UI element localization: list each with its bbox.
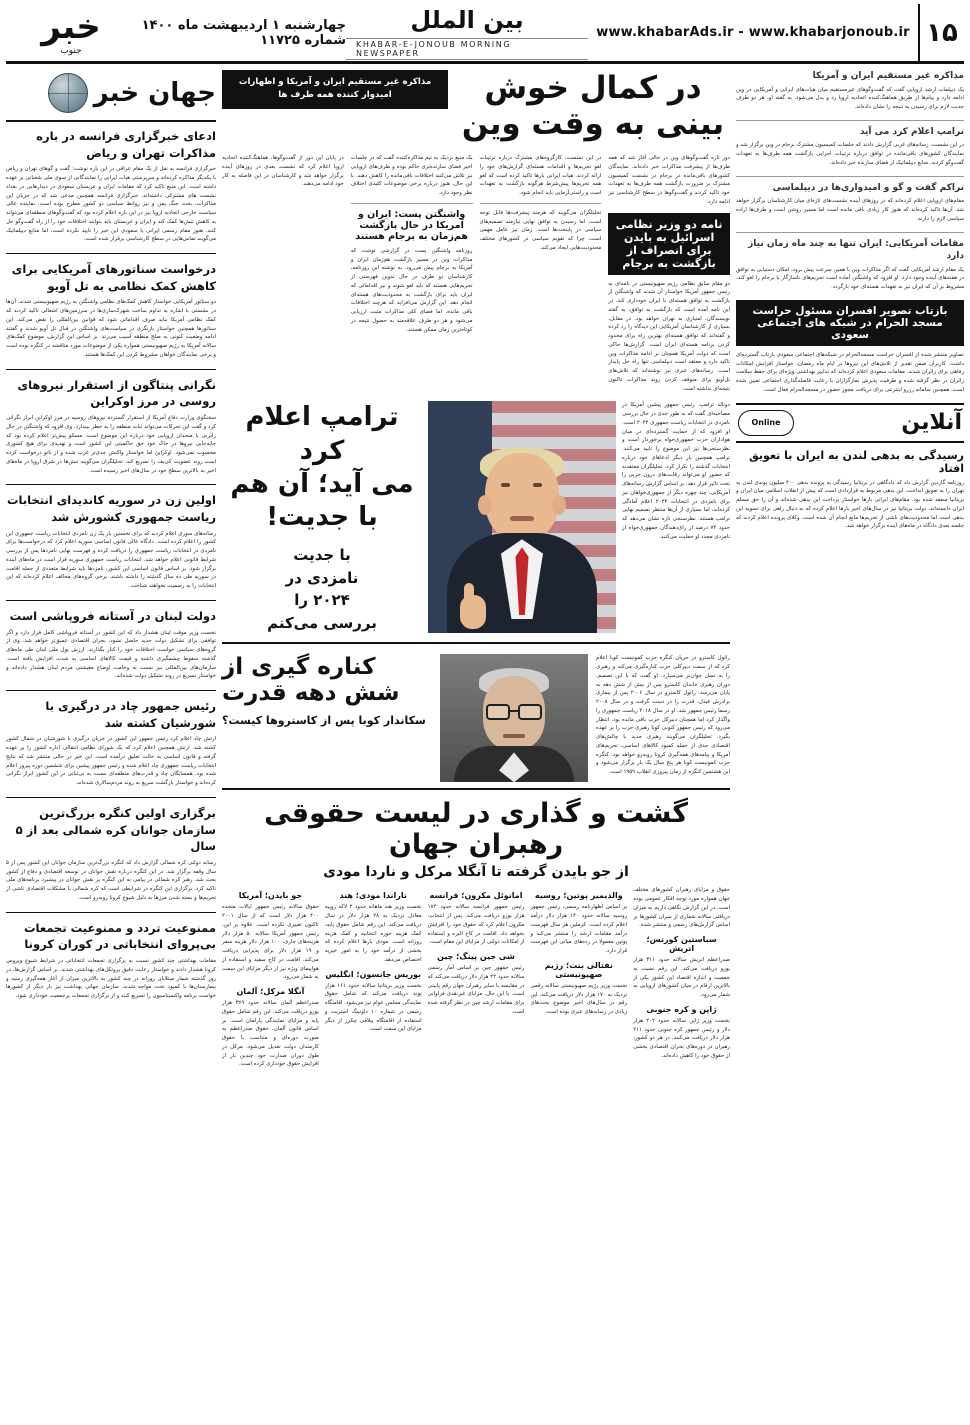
- world-article-0-body: خبرگزاری فرانسه به نقل از یک مقام عراقی در این باره نوشت: گفت و گوهای تهران و ریاض با یکدیگر مذاکره کرده‌اند و سرپرستی هیات ایرانی را نمایندگانی از سوی ملی شعبانی بر عهده داشته است. این منبع تاکید کرد که مقامات ایران و عربستان سعودی در دیدارهایی در بغداد نشست های مشترکی داشته‌اند. خبرگزاری فرانسه همچنین مدعی شد که در جریان این مذاکرات، بحث جنگ یمن و نیز روابط سیاسی دو کشور مطرح بوده است. نماینده عالی سیاست خارجی اتحادیه اروپا نیز در این باره اعلام کرده بود که گفت‌وگوهای منطقه‌ای می‌تواند به کاهش تنش‌ها کمک کند و ایران و عربستان باید بتوانند اختلافات خود را از راه گفت‌وگو حل کنند. هنوز مقام رسمی ایرانی یا سعودی این خبر را تایید نکرده است، اما منابع دیپلماتیک می‌گویند تماس‌هایی در سطح کارشناسی برقرار شده است.: [6, 166, 216, 243]
- trump-feature: [222, 401, 730, 634]
- left-article-4-body: تصاویر منتشر شده از افسران حراست مسجدالحرام در شبکه‌های اجتماعی سعودی بازتاب گسترده‌ای داشت. کاربران ضمن تقدیر از تلاش‌های این نیروها در ایام ماه رمضان، خواستار افزایش امکانات رفاهی برای زائران شدند. مقامات سعودی اعلام کرده‌اند که تدابیر بهداشتی ویژه‌ای برای حفظ سلامت زائران در نظر گرفته شده و ظرفیت پذیرش نمازگزاران با رعایت فاصله‌گذاری اجتماعی تعیین شده است. همچنین سامانه رزرو اینترنتی برای دریافت مجوز حضور در مسجدالحرام فعال است.: [736, 351, 964, 393]
- world-leaders-salaries-feature: [222, 788, 730, 1069]
- online-body: روزنامه گاردین گزارش داد که دادگاهی در بریتانیا رسیدگی به پرونده بدهی ۴۰۰ میلیون پوندی لندن به تهران را به تعویق انداخت. این بدهی مربوط به قراردادی است که پیش از انقلاب اسلامی میان ایران و بریتانیا منعقد شده بود. مقام‌های ایرانی بارها خواستار پرداخت این بدهی شده‌اند و آن را حق مسلم ایران دانسته‌اند. دولت بریتانیا نیز در سال‌های اخیر بارها اعلام کرده که به دنبال راهی برای تسویه این بدهی است اما محدودیت‌های ناشی از تحریم‌ها مانع انجام آن شده است. وکلای پرونده اعلام کردند که جلسه بعدی دادگاه در ماه‌های آینده برگزار خواهد شد.: [736, 479, 964, 530]
- world-article-5: [6, 698, 216, 788]
- bottom-col-2: [428, 886, 525, 1069]
- globe-icon: [48, 73, 88, 113]
- divider: [736, 176, 964, 177]
- online-title: آنلاین: [901, 410, 962, 436]
- world-article-4-title: دولت لبنان در آستانه فروپاشی است: [9, 608, 216, 623]
- world-article-1: [6, 261, 216, 360]
- main-column: [222, 70, 730, 1410]
- bottom-subheadline: از جو بایدن گرفته تا آنگلا مرکل و ناردا مودی: [323, 864, 629, 881]
- wapo-box-body: روزنامه واشنگتن پست در گزارشی نوشت که مذاکرات وین در مسیر بازگشت هم‌زمان ایران و آمریکا به برجام پیش می‌رود. به نوشته این روزنامه، کارشناسان دو طرف در حال تدوین فهرستی از تحریم‌هایی هستند که باید لغو شوند و نیز اقداماتی که ایران باید برای بازگشت به محدودیت‌های هسته‌ای انجام دهد. این گزارش می‌افزاید که هرچند اختلافات باقی مانده، اما فضای کلی مذاکرات مثبت ارزیابی می‌شود و هر دو طرف علاقه‌مند به حصول نتیجه در کوتاه‌ترین زمان ممکن هستند.: [350, 247, 473, 333]
- website-urls[interactable]: www.khabarAds.ir - www.khabarjonoub.ir: [596, 25, 910, 40]
- divider: [6, 797, 216, 798]
- divider: [6, 690, 216, 691]
- world-article-6-body: رسانه دولتی کره شمالی گزارش داد که کنگره بزرگ‌ترین سازمان جوانان این کشور پس از ۵ سال وقفه برگزار شد. در این کنگره درباره نقش جوانان در توسعه اقتصادی و دفاع از کشور بحث شد. رهبر کره شمالی در پیامی به این کنگره بر نقش جوانان در پیشبرد برنامه‌های ملی تاکید کرد. برگزاری این کنگره در شرایطی است که کره شمالی با مشکلات اقتصادی ناشی از تحریم‌ها و بسته شدن مرزها به دلیل شیوع کرونا روبه‌رو است.: [6, 859, 216, 901]
- world-news-column: [6, 70, 216, 1410]
- trump-sub-line-1: با جدیت: [293, 546, 351, 565]
- world-article-3-body: رسانه‌های سوری اعلام کردند که برای نخستین بار یک زن نامزدی انتخابات ریاست جمهوری این کشور را اعلام کرده است. دادگاه عالی قانون اساسی سوریه اعلام کرد که درخواست‌ها برای نامزدی در انتخابات ریاست جمهوری را دریافت کرده و فهرست نهایی نامزدها پس از بررسی شرایط قانونی اعلام خواهد شد. انتخابات ریاست جمهوری سوریه قرار است در ماه‌های آینده برگزار شود. بر اساس قانون اساسی این کشور، نامزدها باید شرایط متعددی از جمله اقامت در سوریه طی ده سال گذشته را داشته باشند. برخی گروه‌های مخالف اعلام کرده‌اند که این انتخابات را به رسمیت نخواهند شناخت.: [6, 530, 216, 590]
- world-news-title: جهان خبر: [93, 78, 216, 108]
- world-article-7: [6, 920, 216, 1001]
- trump-headline-line-1: ترامپ اعلام کرد: [245, 402, 399, 466]
- letter-box-title: نامه دو وزیر نظامی اسرائیل به بایدن برای انصراف از بازگشت به برجام: [608, 213, 730, 275]
- world-article-1-title: درخواست سناتورهای آمریکایی برای کاهش کمک نظامی به تل آویو: [11, 262, 216, 293]
- page-number: ۱۵: [918, 4, 964, 61]
- trump-sub-line-2: نامزدی در: [285, 568, 359, 587]
- divider: [6, 253, 216, 254]
- leader-body-9: نخست وزیر ژاپن سالانه حدود ۲۰۲ هزار دلار و رئیس جمهور کره جنوبی حدود ۲۱۱ هزار دلار دریافت می‌کنند. در هر دو کشور، رهبران در دوره‌های بحران اقتصادی بخشی از حقوق خود را کاهش داده‌اند.: [633, 1017, 730, 1059]
- trump-body: دونالد ترامپ، رئیس جمهور پیشین آمریکا در مصاحبه‌ای گفت که به طور جدی در حال بررسی نامزدی در انتخابات ریاست جمهوری ۲۰۲۴ است. او افزود که از حمایت گسترده‌ای در میان هواداران حزب جمهوری‌خواه برخوردار است و نظرسنجی‌ها نیز این موضوع را تایید می‌کنند. ترامپ همچنین بار دیگر ادعاهای خود درباره انتخابات گذشته را تکرار کرد. تحلیلگران معتقدند که حضور او می‌تواند رقابت‌های درون حزبی را تحت تاثیر قرار دهد. بر اساس گزارش رسانه‌های آمریکایی، چند چهره دیگر از جمهوری‌خواهان نیز برای نامزدی در انتخابات ۲۰۲۴ اعلام آمادگی کرده‌اند، اما بسیاری از آن‌ها منتظر تصمیم نهایی ترامپ هستند. نظرسنجی تازه نشان می‌دهد که حدود ۷۴ درصد از رای‌دهندگان جمهوری‌خواه از نامزدی مجدد او حمایت می‌کنند.: [622, 402, 731, 540]
- logo-subtitle: جنوب: [60, 45, 82, 56]
- divider: [736, 120, 964, 121]
- leader-heading-0: جو بایدن؛ آمریکا: [238, 891, 303, 901]
- world-article-2-body: سخنگوی وزارت دفاع آمریکا از استقرار گسترده نیروهای روسیه در مرز اوکراین ابراز نگرانی کرد و گفت این تحرکات می‌تواند ثبات منطقه را به خطر بیندازد. وی افزود که واشنگتن در حال رایزنی با متحدان اروپایی خود درباره این موضوع است. مسکو پیش‌تر اعلام کرده بود که جابه‌جایی نیروها در خاک خود حق حاکمیتی این کشور است و تهدیدی برای هیچ کشوری محسوب نمی‌شود. اوکراین اما خواستار واکنش جدی‌تر غرب شده و از ناتو درخواست کرده است روند عضویت کی‌یف را تسریع کند. تحلیلگران می‌گویند تنش‌ها در شرق اروپا در ماه‌های اخیر به بالاترین سطح خود در سال‌های اخیر رسیده است.: [6, 415, 216, 474]
- bottom-intro: حقوق و مزایای رهبران کشورهای مختلف جهان همواره مورد توجه افکار عمومی بوده است. در این گزارش نگاهی داریم به میزان دریافتی سالانه شماری از سران کشورها بر اساس گزارش‌های رسمی و منتشر شده.: [633, 887, 730, 929]
- world-article-3: [6, 492, 216, 591]
- leader-body-0: حقوق سالانه رئیس جمهور ایالات متحده ۴۰۰ هزار دلار است که از سال ۲۰۰۱ تاکنون تغییری نکرده است. علاوه بر این، رئیس جمهور آمریکا سالانه ۵۰ هزار دلار هزینه‌های جاری، ۱۰۰ هزار دلار هزینه سفر و ۱۹ هزار دلار برای پذیرایی دریافت می‌کند. اقامت در کاخ سفید و استفاده از هواپیمای ویژه نیز از دیگر مزایای این سمت به شمار می‌رود.: [222, 904, 319, 981]
- lead-paragraph-2: یک منبع نزدیک به تیم مذاکره‌کننده گفت که در جلسات اخیر فضای سازنده‌تری حاکم بوده و طرف‌های اروپایی نیز تلاش می‌کنند اختلافات باقی‌مانده را کاهش دهند. با این حال، هنوز درباره برخی موضوعات کلیدی اختلاف نظر وجود دارد.: [350, 155, 473, 196]
- bottom-col-0: [633, 886, 730, 1069]
- left-article-0: [736, 70, 964, 112]
- castro-body: رائول کاسترو در جریان کنگره حزب کمونیست کوبا اعلام کرد که از سمت دبیرکلی حزب کناره‌گیری می‌کند و رهبری را به نسل جوان‌تر می‌سپارد. او گفت که با این تصمیم، دوران رهبری خاندان کاسترو پس از بیش از شش دهه به پایان می‌رسد. رائول کاسترو در سال ۲۰۰۶ پس از بیماری برادرش فیدل، قدرت را در دست گرفت و در سال ۲۰۰۸ رسما رئیس جمهور شد. او در سال ۲۰۱۸ ریاست جمهوری را واگذار کرد اما همچنان دبیرکل حزب باقی مانده بود. انتظار می‌رود که رئیس جمهور کنونی کوبا رهبری حزب را بر عهده بگیرد. تحلیلگران می‌گویند رهبری جدید با چالش‌های اقتصادی جدی از جمله کمبود کالاهای اساسی، تحریم‌های آمریکا و پیامدهای همه‌گیری کرونا روبه‌رو خواهد بود. کنگره حزب کمونیست کوبا هر پنج سال یک بار برگزار می‌شود و این هشتمین کنگره از زمان پیروزی انقلاب ۱۹۵۹ است.: [596, 655, 730, 776]
- left-article-2-body: مقام‌های اروپایی اعلام کرده‌اند که در روزهای آینده نشست‌های تازه‌ای میان کارشناسان برگزار خواهد شد. آن‌ها تاکید کرده‌اند که هنوز کار زیادی باقی مانده است اما مسیر روشن است و طرف‌ها اراده سیاسی لازم را دارند.: [736, 198, 964, 222]
- leader-body-4: رئیس جمهور فرانسه سالانه حدود ۱۸۲ هزار یورو دریافت می‌کند. پس از انتخاب، مکرون اعلام کرد که حقوق خود را افزایش نخواهد داد. اقامت در کاخ الیزه و استفاده از امکانات دولتی از مزایای این مقام است.: [427, 904, 525, 946]
- left-article-3-body: یک مقام ارشد آمریکایی گفت که اگر مذاکرات وین با همین سرعت پیش برود، امکان دستیابی به توافق در هفته‌های آینده وجود دارد. او افزود که واشنگتن آماده است تحریم‌های ناسازگار با برجام را لغو کند، مشروط بر آن که ایران نیز به تعهدات هسته‌ای خود بازگردد.: [736, 266, 964, 291]
- leader-heading-6: والدیمیر پوتین؛ روسیه: [534, 891, 623, 901]
- left-article-0-body: یک دیپلمات ارشد اروپایی گفت که گفت‌وگوهای غیرمستقیم میان هیات‌های ایرانی و آمریکایی در وین ادامه دارد و پیام‌ها از طریق هماهنگ‌کننده اتحادیه اروپا رد و بدل می‌شود. به گفته او، هر دو طرف جدیت لازم برای رسیدن به نتیجه را نشان داده‌اند.: [736, 86, 964, 111]
- online-badge-icon: Online: [738, 410, 794, 436]
- leader-heading-1: آنگلا مرکل؛ آلمان: [236, 987, 305, 997]
- world-article-5-body: ارتش چاد اعلام کرد رئیس جمهور این کشور در جریان درگیری با شورشیان در شمال کشور کشته شد. ارتش همچنین اعلام کرد که یک شورای نظامی انتقالی اداره کشور را بر عهده گرفته و قانون اساسی به حالت تعلیق درآمده است. این خبر در حالی منتشر شد که نتایج انتخابات ریاست جمهوری چاد اعلام شده و رئیس جمهور پیشین برای ششمین دوره پیروز اعلام شده بود. همسایگان چاد و قدرت‌های منطقه‌ای نسبت به بی‌ثباتی در این کشور ابراز نگرانی کرده‌اند و خواستار بازگشت سریع به روند مردم‌سالاری شده‌اند.: [6, 736, 216, 787]
- trump-figure: [447, 533, 597, 633]
- leader-heading-3: بوریس جانسون؛ انگلیس: [325, 969, 422, 979]
- wapo-box-title: واشنگتن پست: ایران و آمریکا در حال بازگشت هم‌زمان به برجام هستند: [355, 208, 468, 242]
- trump-headline-block: [222, 401, 422, 634]
- left-article-2: [736, 182, 964, 224]
- divider: [6, 912, 216, 913]
- world-article-2: [6, 377, 216, 476]
- letter-box-body: دو مقام سابق نظامی رژیم صهیونیستی در نامه‌ای به رئیس جمهور آمریکا خواستار آن شدند که واشنگتن از بازگشت به توافق هسته‌ای با ایران خودداری کند. در این نامه آمده است که بازگشت به توافق، به گفته نویسندگان، امتیازی به تهران خواهد بود. در مقابل، بسیاری از کارشناسان آمریکایی این دیدگاه را رد کرده و گفته‌اند که توافق هسته‌ای بهترین راه برای محدود کردن برنامه هسته‌ای ایران است. گزارش‌ها حاکی است که دولت آمریکا همچنان بر ادامه مذاکرات وین تاکید دارد و معتقد است دیپلماسی تنها راه حل پایدار است. رسانه‌های عبری نیز نوشته‌اند که تلاش‌های تل‌آویو برای متوقف کردن روند مذاکرات تاکنون نتیجه‌ای نداشته است.: [608, 280, 730, 392]
- bottom-headline: گشت و گذاری در لیست حقوقی رهبران جهان: [264, 798, 688, 861]
- bottom-col-3: [325, 886, 422, 1069]
- world-article-6-title: برگزاری اولین کنگره بزرگ‌ترین سازمان جوانان کره شمالی بعد از ۵ سال: [15, 805, 216, 854]
- leader-heading-7: نفتالی بنت؛ رژیم صهیونیستی: [544, 960, 613, 979]
- lead-col-2: [351, 154, 473, 393]
- world-article-4: [6, 608, 216, 681]
- world-article-5-title: رئیس جمهور چاد در درگیری با شورشیان کشته شد: [45, 699, 216, 730]
- world-article-3-title: اولین زن در سوریه کاندیدای انتخابات ریاست جمهوری کشورش شد: [6, 493, 216, 524]
- world-article-7-body: مقامات بهداشتی چند کشور نسبت به برگزاری تجمعات انتخاباتی در شرایط شیوع ویروس کرونا هشدار دادند و خواستار رعایت دقیق پروتکل‌های بهداشتی شدند. بر اساس گزارش‌ها، در روز گذشته شمار مبتلایان روزانه در چند کشور به بالاترین میزان از آغاز همه‌گیری رسید و بیمارستان‌ها با کمبود تخت مواجه شدند. سازمان جهانی بهداشت نیز بار دیگر از کشورها خواست برنامه واکسیناسیون را تسریع کنند و از برگزاری تجمعات پرجمعیت خودداری شود.: [6, 958, 216, 999]
- world-article-6: [6, 805, 216, 903]
- trump-sub-line-4: بررسی می‌کنم: [267, 613, 377, 632]
- lead-paragraph-0: دور تازه گفت‌وگوهای وین در حالی آغاز شد که همه طرف‌ها از پیشرفت مذاکرات خبر داده‌اند. نمایندگان کشورهای باقی‌مانده در برجام در نشست کمیسیون مشترک بر ضرورت بازگشت همه طرف‌ها به تعهدات خود تاکید کردند و گفت‌وگوها در سطح کارشناسی نیز ادامه دارد.: [608, 155, 730, 205]
- lead-col-0: [608, 154, 730, 393]
- bottom-col-1: [530, 886, 627, 1069]
- castro-feature: [222, 654, 730, 782]
- world-article-4-body: نخست وزیر موقت لبنان هشدار داد که این کشور در آستانه فروپاشی کامل قرار دارد و اگر توافقی برای تشکیل دولت جدید حاصل نشود، بحران اقتصادی عمیق‌تر خواهد شد. وی از گروه‌های سیاسی خواست اختلافات خود را کنار بگذارند. ارزش پول ملی لبنان طی ماه‌های گذشته سقوط چشمگیری داشته و قیمت کالاهای اساسی به شدت افزایش یافته است. سازمان‌های بین‌المللی نیز نسبت به وخامت اوضاع معیشتی مردم لبنان هشدار داده‌اند و خواستار تسریع در روند تشکیل دولت شده‌اند.: [6, 629, 216, 680]
- leader-body-3: نخست وزیر بریتانیا سالانه حدود ۱۶۱ هزار پوند دریافت می‌کند که شامل حقوق نمایندگی مجلس عوام نیز می‌شود. اقامتگاه رسمی در شماره ۱۰ داونینگ استریت و استفاده از اقامتگاه ییلاقی چکرز از دیگر مزایای این سمت است.: [324, 982, 422, 1033]
- lead-paragraph-4: در پایان این دور از گفت‌وگوها، هماهنگ‌کننده اتحادیه اروپا اعلام کرد که نشست بعدی در روزهای آینده برگزار خواهد شد و کارشناسان در این فاصله به کار خود ادامه می‌دهند.: [222, 155, 344, 188]
- world-article-1-body: دو سناتور آمریکایی خواستار کاهش کمک‌های نظامی واشنگتن به رژیم صهیونیستی شدند. آن‌ها در نشستی با اشاره به تداوم ساخت شهرک‌سازی‌ها در سرزمین‌های اشغالی تاکید کردند که کمک نظامی آمریکا نباید صرف اقداماتی شود که قوانین بین‌المللی را نقض می‌کند. این سناتورها همچنین خواستار بازنگری در سیاست‌های واشنگتن در قبال تل آویو شدند و گفتند ادامه وضعیت کنونی به صلح منطقه آسیب می‌زند. بر اساس این گزارش، موضوع کمک‌های سالانه آمریکا به رژیم صهیونیستی همواره یکی از موضوعات مورد مناقشه در کنگره بوده است و برخی نمایندگان خواهان مشروط کردن این کمک‌ها هستند.: [6, 299, 216, 358]
- leader-body-8: صدراعظم اتریش سالانه حدود ۳۱۱ هزار یورو دریافت می‌کند. این رقم نسبت به جمعیت و اندازه اقتصاد این کشور یکی از بالاترین ارقام در میان کشورهای اروپایی به شمار می‌رود.: [633, 957, 730, 999]
- leader-body-1: صدراعظم آلمان سالانه حدود ۳۶۹ هزار یورو دریافت می‌کند. این رقم شامل حقوق پایه و مزایای نمایندگی پارلمان است. بر اساس قانون آلمان، حقوق صدراعظم به صورت دوره‌ای و متناسب با حقوق کارمندان دولت تعدیل می‌شود. مرکل در طول دوران صدارت خود چندین بار از افزایش حقوق خودداری کرده است.: [222, 1000, 319, 1068]
- lead-col-3: [222, 154, 344, 393]
- castro-headline: کناره گیری از شش دهه قدرت: [222, 654, 400, 707]
- lead-paragraph-3: تحلیلگران می‌گویند که هرچند پیشرفت‌ها قابل توجه است، اما رسیدن به توافق نهایی نیازمند تصمیم‌های سیاسی در پایتخت‌ها است. زمان نیز عامل مهمی است، چرا که تقویم سیاسی در کشورهای مختلف محدودیت‌هایی ایجاد می‌کند.: [479, 209, 602, 251]
- online-section-header: [736, 403, 964, 443]
- left-column: [736, 70, 964, 1410]
- lead-headline-block: [456, 70, 730, 142]
- divider: [480, 203, 602, 204]
- logo-word: خبر: [41, 6, 101, 47]
- online-headline: رسیدگی به بدهی لندن به ایران با تعویق افتاد: [749, 448, 964, 475]
- lead-headline: در کمال خوش بینی به وقت وین: [461, 70, 725, 142]
- trump-headline-line-2: می آید؛ آن هم: [230, 468, 414, 499]
- trump-photo: [428, 401, 616, 633]
- lead-col-1: [480, 154, 602, 393]
- lead-body-columns: [222, 154, 730, 393]
- castro-photo: [440, 654, 588, 782]
- english-strip: KHABAR-E-JONOUB MORNING NEWSPAPER: [346, 38, 588, 60]
- lead-kicker: مذاکره غیر مستقیم ایران و آمریکا و اظهارات امیدوار کننده همه طرف ها: [222, 70, 448, 109]
- divider: [736, 232, 964, 233]
- leader-body-7: نخست وزیر رژیم صهیونیستی سالانه رقمی نزدیک به ۱۷۰ هزار دلار دریافت می‌کند. این رقم در سال‌های اخیر موضوع بحث‌های زیادی در رسانه‌های عبری بوده است.: [530, 982, 628, 1016]
- left-article-1-body: در این نشست، رسانه‌های غربی گزارش دادند که جلسات کمیسیون مشترک برجام در وین برگزار شد و نمایندگان کشورهای باقی‌مانده در توافق درباره ترتیبات اجرایی بازگشت همه طرف‌ها به تعهدات گفت‌وگو کردند. منابع دیپلماتیک از فضای سازنده خبر داده‌اند.: [736, 142, 964, 166]
- world-article-7-title: ممنوعیت تردد و ممنوعیت تجمعات بی‌پروای انتخاباتی در کوران کرونا: [23, 920, 216, 952]
- castro-subheadline: سکاندار کوبا پس از کاسترو‌ها کیست؟: [222, 714, 426, 728]
- trump-headline-line-3: با جدیت!: [266, 502, 378, 533]
- issue-date: چهارشنبه ۱ اردیبهشت ماه ۱۴۰۰ شماره ۱۱۷۲۵: [141, 17, 346, 48]
- divider: [351, 203, 473, 204]
- newspaper-logo: [6, 4, 136, 61]
- left-article-2-title: تراکم گفت و گو و امیدواری‌ها در دیپلماسی: [772, 182, 964, 193]
- left-article-1: [736, 126, 964, 168]
- left-article-1-title: ترامپ اعلام کرد می آید: [859, 126, 964, 137]
- section-title: بین الملل: [410, 5, 524, 34]
- world-article-0: [6, 128, 216, 244]
- leader-heading-9: ژاپن و کره جنوبی: [646, 1004, 717, 1014]
- left-article-4-title: بازتاب تصویر افسران مسئول حراست مسجد الحرام در شبکه های اجتماعی سعودی: [736, 300, 964, 346]
- leader-heading-8: سباستین کورتس؛ اتریش: [646, 935, 717, 954]
- section-block: [346, 4, 588, 61]
- left-article-3-title: مقامات آمریکایی: ایران تنها به چند ماه زمان نیاز دارد: [748, 238, 964, 262]
- divider: [6, 484, 216, 485]
- world-article-2-title: نگرانی پنتاگون از استقرار نیروهای روسی در مرز اوکراین: [17, 377, 216, 409]
- leader-heading-5: شی جین پینگ؛ چین: [437, 952, 515, 962]
- divider: [6, 369, 216, 370]
- world-news-header: [6, 70, 216, 122]
- leader-body-2: نخست وزیر هند ماهانه حدود ۲ لاکه روپیه معادل نزدیک به ۲۸ هزار دلار در سال دریافت می‌کند. این رقم شامل حقوق پایه، کمک هزینه حوزه انتخابیه و کمک هزینه روزانه است. مودی بارها اعلام کرده که بخشی از درآمد خود را به امور خیریه اختصاص می‌دهد.: [324, 904, 422, 963]
- leader-heading-2: ناراندا مودی؛ هند: [339, 891, 407, 901]
- divider: [6, 600, 216, 601]
- trump-sub-line-3: ۲۰۲۴ را: [294, 591, 350, 610]
- bottom-columns: [222, 886, 730, 1069]
- leader-body-6: بر اساس اظهارنامه رسمی، رئیس جمهور روسیه سالانه حدود ۱۴۰ هزار دلار درآمد اعلام کرده است. کرملین هر سال فهرست درآمد مقامات ارشد را منتشر می‌کند و پوتین معمولا در رده‌های میانی این فهرست قرار دارد.: [530, 904, 628, 955]
- lead-paragraph-1: در این نشست، کارگروه‌های مشترک درباره ترتیبات لغو تحریم‌ها و اقدامات هسته‌ای گزارش‌های خود را ارائه کردند. هیات ایرانی بارها تاکید کرده است که لغو همه تحریم‌ها پیش‌شرط هرگونه بازگشت به تعهدات است و راستی‌آزمایی باید انجام شود.: [479, 155, 602, 196]
- left-article-0-title: مذاکره غیر مستقیم ایران و آمریکا: [812, 71, 964, 81]
- world-article-0-title: ادعای خبرگزاری فرانسه در باره مذاکرات تهران و ریاض: [36, 129, 216, 160]
- bottom-col-4: [222, 886, 319, 1069]
- left-article-3: [736, 238, 964, 292]
- leader-body-5: رئیس جمهور چین بر اساس آمار رسمی سالانه حدود ۲۲ هزار دلار دریافت می‌کند که در مقایسه با سایر رهبران جهان رقم پایینی است. با این حال، مزایای غیرنقدی فراوانی برای مقامات ارشد چین در نظر گرفته شده است.: [427, 965, 525, 1015]
- leader-heading-4: امانوئل مکرون؛ فرانسه: [429, 891, 523, 901]
- masthead: [6, 4, 964, 64]
